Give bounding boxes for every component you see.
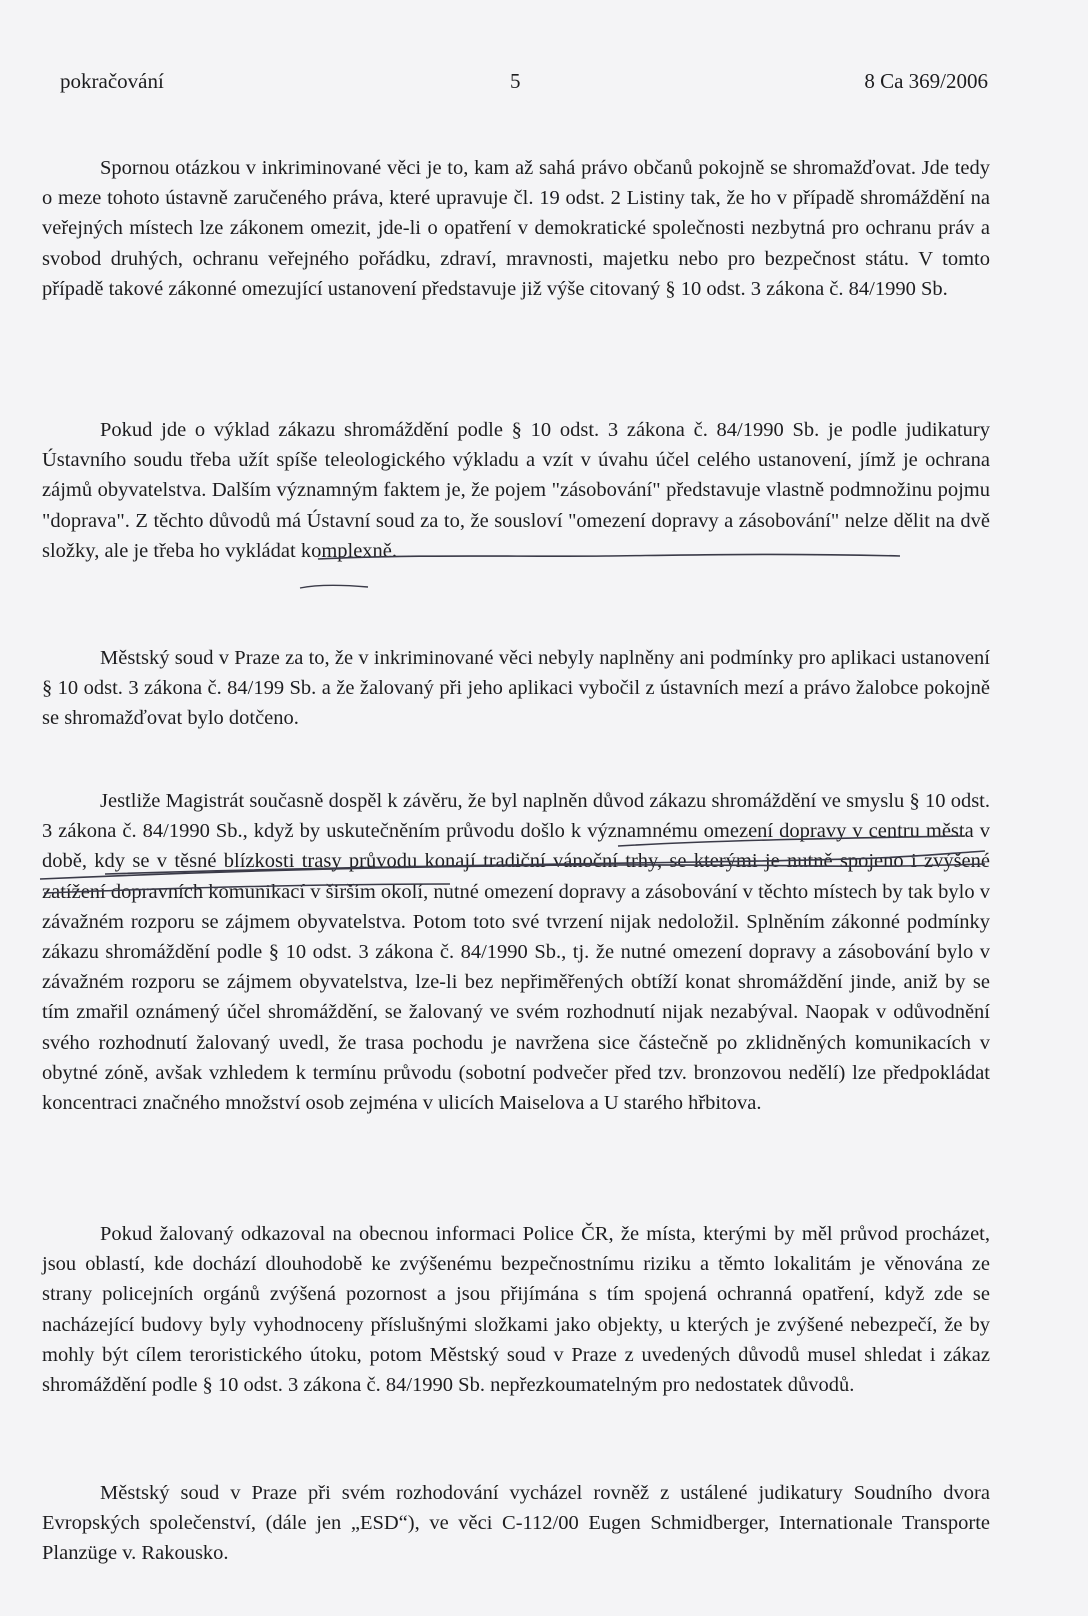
paragraph-5: Pokud žalovaný odkazoval na obecnou informaci Police ČR, že místa, kterými by měl průvod procházet, jsou oblastí, kde dochází dlouhodobě ke zvýšenému bezpečnostnímu riziku a těmto lokalitám je věnována ze strany policejních orgánů zvýšená pozornost a jsou přijímána s tím spojená ochranná opatření, když zde se nacházející budovy byly vyhodnoceny příslušnými složkami jako objekty, u kterých je zvýšené nebezpečí, že by mohly být cílem teroristického útoku, potom Městský soud v Praze z uvedených důvodů musel shledat i zákaz shromáždění podle § 10 odst. 3 zákona č. 84/1990 Sb. nepřezkoumatelným pro nedostatek důvodů. bbox=[42, 1223, 990, 1397]
paragraph-6: Městský soud v Praze při svém rozhodování vycházel rovněž z ustálené judikatury Soudního dvora Evropských společenství, (dále jen „ESD“), ve věci C-112/00 Eugen Schmidberger, Internationale Transporte Planzüge v. Rakousko. bbox=[42, 1482, 990, 1565]
paragraph-3: Městský soud v Praze za to, že v inkriminované věci nebyly naplněny ani podmínky pro aplikaci ustanovení § 10 odst. 3 zákona č. 84/199 Sb. a že žalovaný při jeho aplikaci vybočil z ústavních mezí a právo žalobce pokojně se shromažďovat bylo dotčeno. bbox=[42, 647, 990, 730]
page-number: 5 bbox=[510, 69, 521, 93]
paragraph-2: Pokud jde o výklad zákazu shromáždění podle § 10 odst. 3 zákona č. 84/1990 Sb. je podle judikatury Ústavního soudu třeba užít spíše teleologického výkladu a vzít v úvahu účel celého ustanovení, jímž je ochrana zájmů obyvatelstva. Dalším významným faktem je, že pojem "zásobování" představuje vlastně podmnožinu pojmu "doprava". Z těchto důvodů má Ústavní soud za to, že sousloví "omezení dopravy a zásobování" nelze dělit na dvě složky, ale je třeba ho vykládat komplexně. bbox=[42, 419, 990, 562]
underline-komplexne bbox=[300, 585, 368, 588]
case-number: 8 Ca 369/2006 bbox=[864, 69, 988, 93]
continuation-label: pokračování bbox=[60, 69, 164, 93]
paragraph-4: Jestliže Magistrát současně dospěl k závěru, že byl naplněn důvod zákazu shromáždění ve smyslu § 10 odst. 3 zákona č. 84/1990 Sb., když by uskutečněním průvodu došlo k významnému omezení dopravy v centru města v době, kdy se v těsné blízkosti trasy průvodu konají tradiční vánoční trhy, se kterými je nutně spojeno i zvýšené zatížení dopravních komunikací v širším okolí, nutné omezení dopravy a zásobování v těchto místech by tak bylo v závažném rozporu se zájmem obyvatelstva. Potom toto své tvrzení nijak nedoložil. Splněním zákonné podmínky zákazu shromáždění podle § 10 odst. 3 zákona č. 84/1990 Sb., tj. že nutné omezení dopravy a zásobování bylo v závažném rozporu se zájmem obyvatelstva, lze-li bez nepřiměřených obtíží konat shromáždění jinde, aniž by se tím zmařil oznámený účel shromáždění, se žalovaný ve svém rozhodnutí nijak nezabýval. Naopak v odůvodnění svého rozhodnutí žalovaný uvedl, že trasa pochodu je navržena sice částečně po zklidněných komunikacích v obytné zóně, avšak vzhledem k termínu průvodu (sobotní podvečer před tzv. bronzovou nedělí) lze předpokládat koncentraci značného množství osob zejména v ulicích Maiselova a U starého hřbitova. bbox=[42, 790, 990, 1115]
page-header bbox=[60, 66, 988, 96]
paragraph-1: Spornou otázkou v inkriminované věci je to, kam až sahá právo občanů pokojně se shromažďovat. Jde tedy o meze tohoto ústavně zaručeného práva, které upravuje čl. 19 odst. 2 Listiny tak, že ho v případě shromáždění na veřejných místech lze zákonem omezit, jde-li o opatření v demokratické společnosti nezbytná pro ochranu práv a svobod druhých, ochranu veřejného pořádku, zdraví, mravnosti, majetku nebo pro bezpečnost státu. V tomto případě takové zákonné omezující ustanovení představuje již výše citovaný § 10 odst. 3 zákona č. 84/1990 Sb. bbox=[42, 157, 990, 300]
